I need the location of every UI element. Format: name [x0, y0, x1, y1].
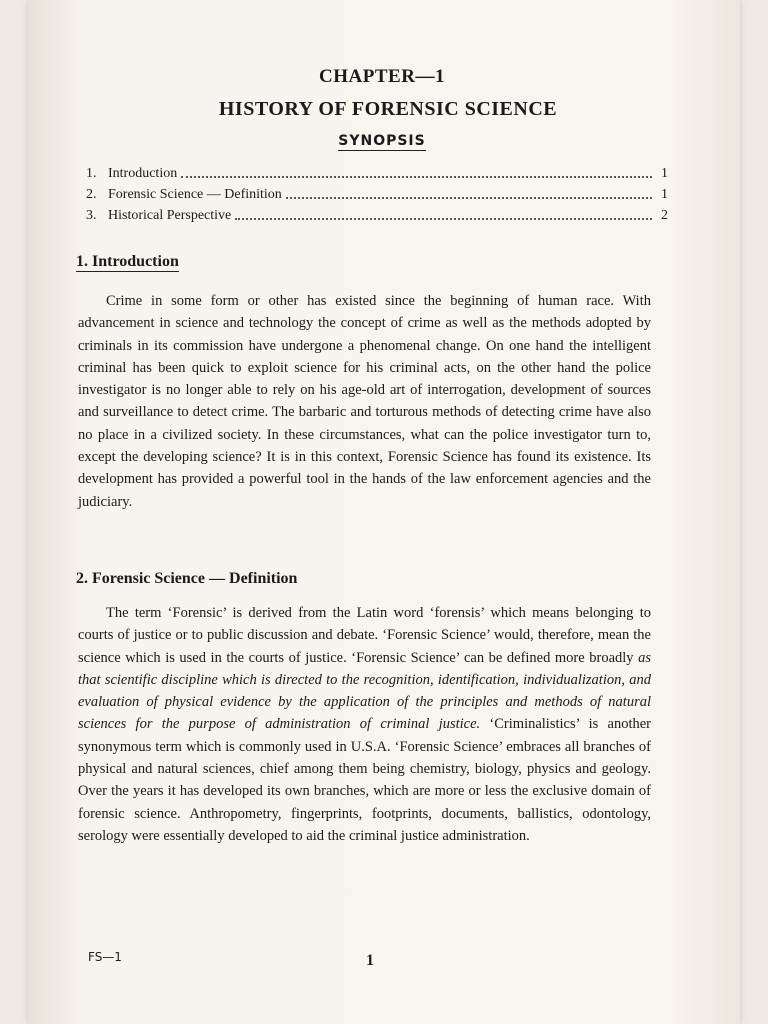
table-of-contents: [86, 162, 668, 225]
chapter-title: HISTORY OF FORENSIC SCIENCE: [218, 98, 558, 120]
paragraph-introduction: Crime in some form or other has existed since the beginning of human race. With advancement in science and technology the concept of crime as well as the methods adopted by criminals in its commission have undergone a phenomenal change. On one hand the intelligent criminal has been quick to exploit science for his criminal acts, on the other hand the police investigator is no longer able to rely on his age-old art of interrogation, development of sources and surveillance to detect crime. The barbaric and torturous methods of detecting crime have also no place in a civilized society. In these circumstances, what can the police investigator turn to, except the developing science? It is in this context, Forensic Science has found its existence. Its development has provided a powerful tool in the hands of the law enforcement agencies and the judiciary.: [78, 293, 651, 510]
toc-item: 2. Forensic Science — Definition 1: [86, 187, 668, 202]
paragraph-definition: The term ‘Forensic’ is derived from the Latin word ‘forensis’ which means belonging to courts of justice or to public discussion and debate. ‘Forensic Science’ would, therefore, mean the science which is used in the courts of justice. ‘Forensic Science’ can be defined more broadly as that scientific discipline which is directed to the recognition, identification, individualization, and evaluation of physical evidence by the application of the principles and methods of natural sciences for the purpose of administration of criminal justice. ‘Criminalistics’ is another synonymous term which is commonly used in U.S.A. ‘Forensic Science’ embraces all branches of physical and natural sciences, chief among them being chemistry, biology, physics and geology. Over the years it has developed its own branches, which are more or less the exclusive domain of forensic science. Anthropometry, fingerprints, footprints, documents, ballistics, odontology, serology were essentially developed to aid the criminal justice administration.: [78, 605, 652, 844]
synopsis-label: SYNOPSIS: [338, 133, 426, 149]
footer-code: FS—1: [88, 950, 122, 964]
page-number: 1: [366, 952, 374, 969]
section-heading-introduction: 1. Introduction: [76, 253, 179, 270]
toc-item: 3. Historical Perspective 2: [86, 208, 668, 223]
chapter-label: CHAPTER—1: [319, 66, 445, 87]
page-sheet: [28, 0, 740, 1024]
toc-item: 1. Introduction 1: [86, 166, 668, 181]
section-heading-definition: 2. Forensic Science — Definition: [76, 570, 298, 587]
